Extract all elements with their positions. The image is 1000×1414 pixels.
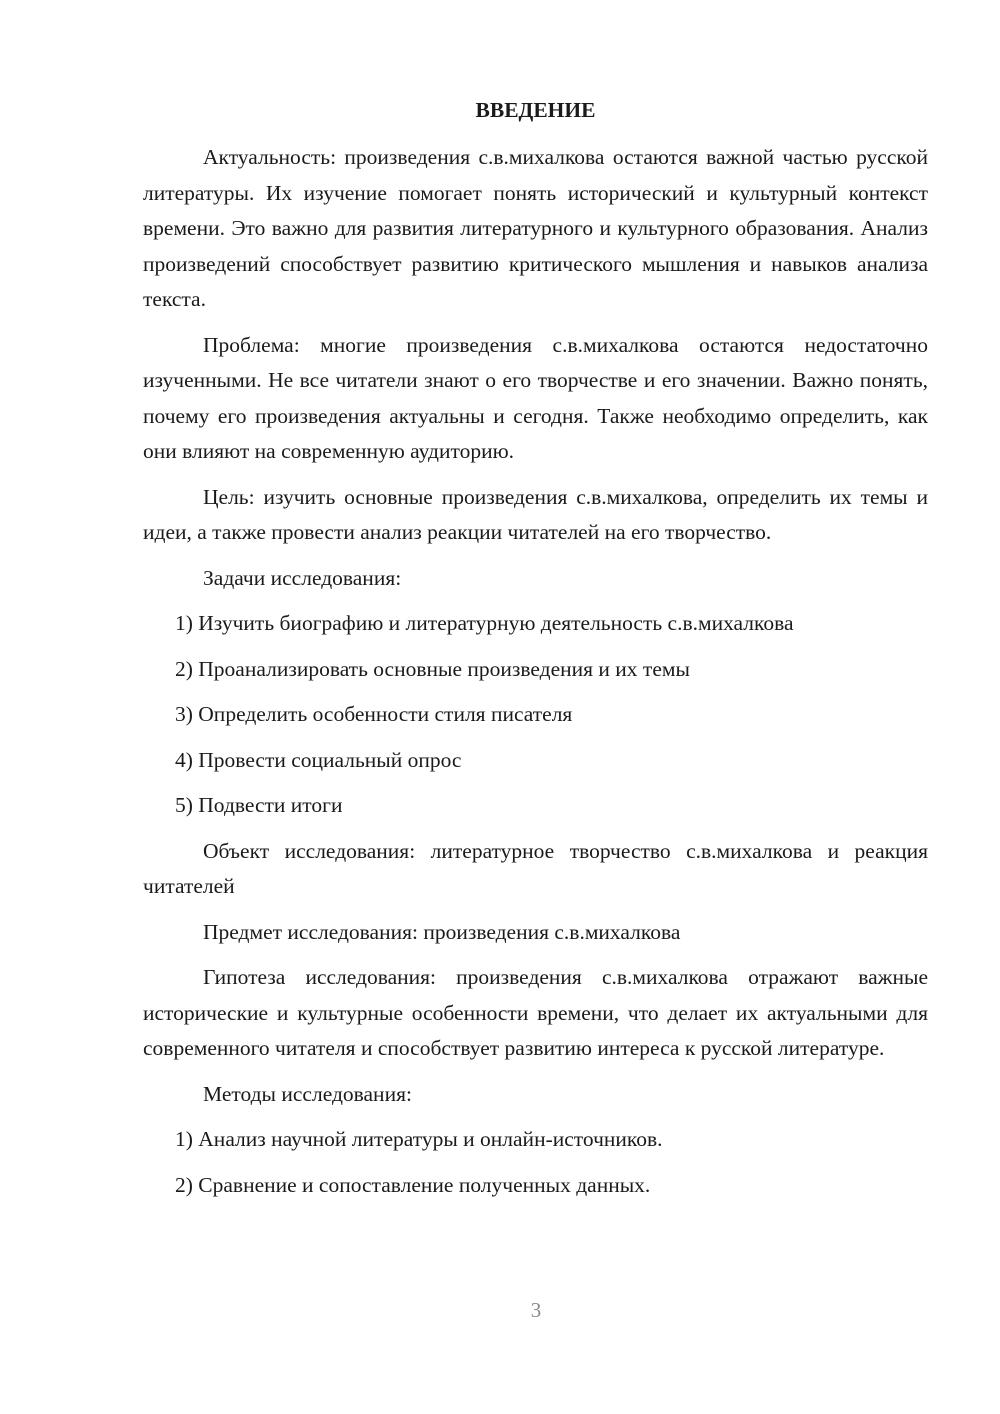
methods-label: Методы исследования:	[203, 1081, 412, 1106]
goal-paragraph: Цель: изучить основные произведения с.в.михалкова, определить их темы и идеи, а также провести анализ реакции читателей на его творчество.	[143, 484, 928, 544]
list-item: 3) Определить особенности стиля писателя	[175, 702, 573, 726]
document-page	[143, 94, 928, 1213]
tasks-list	[143, 606, 928, 824]
list-item: 2) Проанализировать основные произведения и их темы	[175, 656, 690, 681]
tasks-label: Задачи исследования:	[203, 565, 402, 590]
problem-paragraph: Проблема: многие произведения с.в.михалкова остаются недостаточно изученными. Не все читатели знают о его творчестве и его значении. Важно понять, почему его произведения актуальны и сегодня. Также необходимо определить, как они влияют на современную аудиторию.	[143, 332, 928, 463]
list-item: 4) Провести социальный опрос	[175, 747, 462, 772]
relevance-paragraph: Актуальность: произведения с.в.михалкова остаются важной частью русской литературы. Их изучение помогает понять исторический и культурный контекст времени. Это важно для развития литературного и культурного образования. Анализ произведений способствует развитию критического мышления и навыков анализа текста.	[143, 145, 928, 311]
subject-paragraph: Предмет исследования: произведения с.в.михалкова	[203, 919, 681, 944]
methods-list	[143, 1122, 928, 1203]
object-paragraph: Объект исследования: литературное творчество с.в.михалкова и реакция читателей	[143, 838, 928, 898]
list-item: 2) Сравнение и сопоставление полученных данных.	[175, 1172, 651, 1197]
list-item: 5) Подвести итоги	[175, 793, 343, 817]
list-item: 1) Анализ научной литературы и онлайн-источников.	[175, 1127, 663, 1151]
hypothesis-paragraph: Гипотеза исследования: произведения с.в.михалкова отражают важные исторические и культурные особенности времени, что делает их актуальными для современного читателя и способствует развитию интереса к русской литературе.	[143, 965, 928, 1060]
page-number: 3	[530, 1298, 542, 1322]
list-item: 1) Изучить биографию и литературную деятельность с.в.михалкова	[175, 611, 794, 635]
section-heading: ВВЕДЕНИЕ	[475, 98, 596, 122]
